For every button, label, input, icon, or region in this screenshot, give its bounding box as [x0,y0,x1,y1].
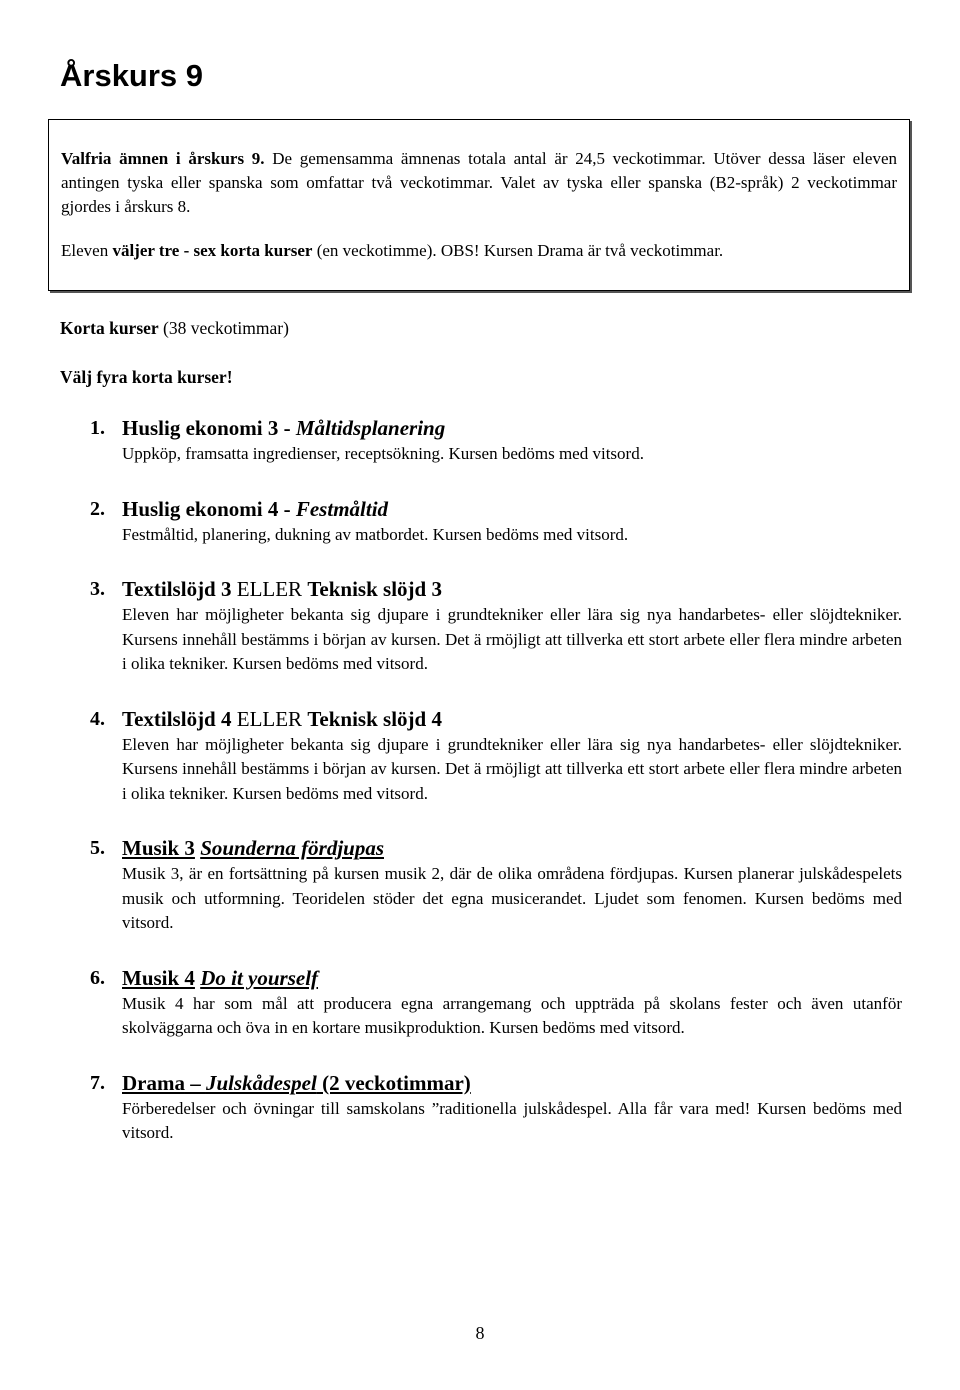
course-description: Festmåltid, planering, dukning av matbordet. Kursen bedöms med vitsord. [122,524,629,544]
intro-choice-bold: väljer tre - sex korta kurser [112,241,313,260]
course-title-part: Huslig ekonomi 3 - [122,416,296,440]
course-title [122,495,902,523]
course-title-part: Textilslöjd 3 [122,577,232,601]
intro-text: De gemensamma ämnenas totala antal är 24,5 veckotimmar. Utöver dessa läser eleven antingen tyska eller spanska som omfattar två veckotimmar. Valet av tyska eller spanska (B2-språk) 2 veckotimmar gjordes i årskurs 8. [61,149,897,216]
course-number: 4. [90,707,105,730]
course-description: Förberedelser och övningar till samskolans ”raditionella julskådespel. Alla får vara med! Kursen bedöms med vitsord. [122,1098,902,1142]
course-item-6 [90,964,902,1041]
course-title-subtitle: Julskådespel [205,1070,317,1095]
course-title-separator: – [184,1070,206,1095]
course-title-part: Musik 3 [122,836,195,860]
course-title [122,1069,902,1097]
course-title-part: Textilslöjd 4 [122,706,232,731]
intro-choice-pre: Eleven [61,241,113,260]
short-courses-heading [60,318,289,339]
course-description: Eleven har möjligheter bekanta sig djupare i grundtekniker eller lära sig nya handarbetes- eller slöjdtekniker. Kursens innehåll bestämms i början av kursen. Det ä rmöjligt att tillverka ett stort arbete eller flera mindre arbeten i olika tekniker. Kursen bedöms med vitsord. [122,734,902,803]
course-title-subtitle: Måltidsplanering [295,416,446,440]
course-title-part: Teknisk slöjd 4 [307,706,442,731]
course-title-connector: ELLER [231,577,308,601]
intro-paragraph-1 [61,147,897,219]
course-number: 5. [90,837,105,859]
course-item-1 [90,414,902,467]
course-title-part: Drama [122,1070,185,1095]
course-description: Musik 3, är en fortsättning på kursen musik 2, där de olika områdena fördjupas. Kursen planerar julskådespelets musik och utformning. Teoridelen stöder det egna musicerandet. Ljudet som fenomen. Kursen bedöms med vitsord. [122,864,902,932]
short-courses-heading-bold: Korta kurser [60,318,159,338]
course-title [122,964,902,992]
page-number: 8 [475,1323,485,1343]
intro-box [48,119,910,291]
course-item-7 [90,1069,902,1146]
intro-paragraph-2 [61,239,897,263]
course-title [122,414,902,442]
course-title-connector: ELLER [231,706,308,731]
course-number: 7. [90,1071,105,1094]
short-courses-heading-rest: (38 veckotimmar) [158,318,289,338]
page-title: Årskurs 9 [60,58,204,93]
course-number: 1. [90,417,105,439]
course-description: Eleven har möjligheter bekanta sig djupare i grundtekniker eller lära sig nya handarbetes- eller slöjdtekniker. Kursens innehåll bestämms i början av kursen. Det ä rmöjligt att tillverka ett stort arbete eller flera mindre arbeten i olika tekniker. Kursen bedöms med vitsord. [122,605,902,673]
course-title [122,705,902,733]
course-number: 2. [90,497,105,520]
course-title-subtitle: Festmåltid [295,496,389,521]
intro-bold-lead: Valfria ämnen i årskurs 9. [61,149,265,168]
course-title-part: Musik 4 [122,965,195,990]
course-item-3 [90,575,902,677]
course-title [122,575,902,603]
course-item-4 [90,705,902,807]
course-title [122,834,902,862]
course-item-5 [90,834,902,936]
course-title-subtitle: Sounderna fördjupas [200,836,384,860]
short-courses-instruction: Välj fyra korta kurser! [60,367,233,387]
course-number: 3. [90,578,105,600]
course-description: Uppköp, framsatta ingredienser, receptsökning. Kursen bedöms med vitsord. [122,444,644,463]
intro-choice-post: (en veckotimme). OBS! Kursen Drama är två veckotimmar. [312,241,724,260]
course-title-note: (2 veckotimmar) [316,1070,471,1095]
course-item-2 [90,495,902,548]
course-number: 6. [90,966,105,989]
course-list [90,414,902,1146]
course-title-part: Teknisk slöjd 3 [307,577,442,601]
course-title-part: Huslig ekonomi 4 - [122,496,296,521]
course-title-subtitle: Do it yourself [200,965,319,990]
course-description: Musik 4 har som mål att producera egna arrangemang och uppträda på skolans fester och även utanför skolväggarna och öva in en kortare musikproduktion. Kursen bedöms med vitsord. [122,993,902,1037]
